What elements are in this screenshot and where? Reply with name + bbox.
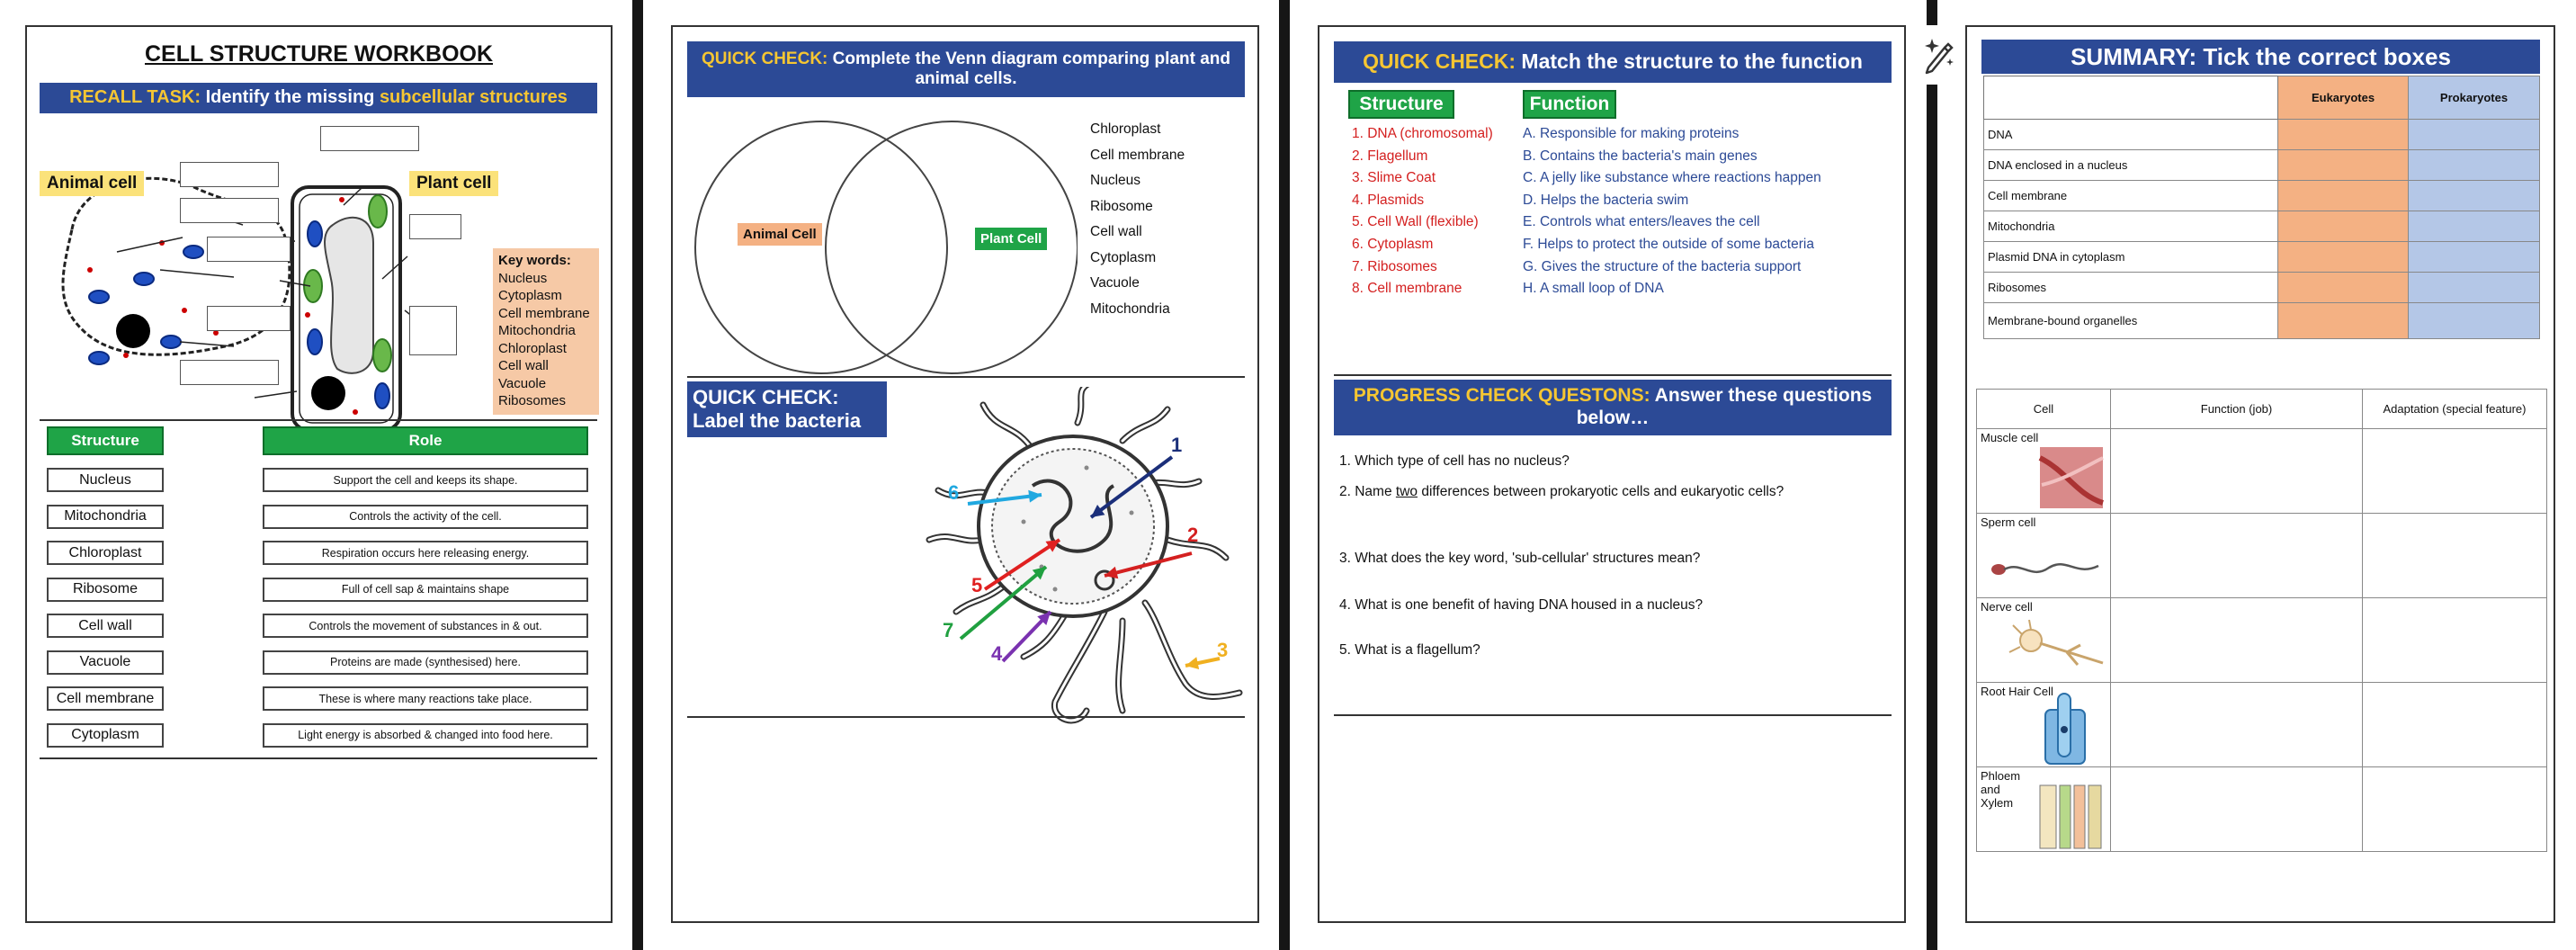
- match-structure-item: 8. Cell membrane: [1352, 281, 1462, 297]
- summary-row: [1984, 150, 2540, 181]
- venn-word: Chloroplast: [1090, 121, 1161, 137]
- question-2: 2. Name two differences between prokaryotic cells and eukaryotic cells?: [1339, 484, 1784, 499]
- plant-chloroplast: [373, 339, 391, 372]
- prokaryote-tick-box[interactable]: [2409, 273, 2540, 303]
- summary-row-label: Cell membrane: [1984, 181, 2278, 211]
- label-blank[interactable]: [207, 237, 291, 262]
- key-word: Cytoplasm: [498, 288, 562, 303]
- bacteria-banner: QUICK CHECK: Label the bacteria: [687, 381, 887, 437]
- cell-image: [1977, 600, 2107, 681]
- page-summary: [1965, 25, 2555, 923]
- prokaryote-tick-box[interactable]: [2409, 211, 2540, 242]
- structure-cell: Mitochondria: [47, 505, 164, 529]
- venn-word: Cytoplasm: [1090, 249, 1157, 265]
- eukaryote-tick-box[interactable]: [2278, 181, 2409, 211]
- adaptation-answer-cell[interactable]: [2363, 598, 2547, 683]
- progress-banner: PROGRESS CHECK QUESTONS: Answer these questions below…: [1334, 380, 1892, 435]
- key-words-list: [498, 270, 594, 410]
- plant-vacuole: [325, 218, 373, 373]
- match-structure-item: 4. Plasmids: [1352, 192, 1425, 208]
- venn-word: Nucleus: [1090, 173, 1140, 188]
- structure-cell: Cytoplasm: [47, 723, 164, 748]
- plant-cell-label: Plant cell: [409, 171, 498, 196]
- venn-word: Mitochondria: [1090, 300, 1170, 317]
- function-answer-cell[interactable]: [2111, 767, 2363, 852]
- summary-row: [1984, 120, 2540, 150]
- adaptation-answer-cell[interactable]: [2363, 514, 2547, 598]
- match-structure-item: 2. Flagellum: [1352, 148, 1428, 164]
- section-divider: [40, 757, 597, 759]
- match-function-item: D. Helps the bacteria swim: [1523, 192, 1689, 208]
- cell-row: [1977, 598, 2547, 683]
- summary-row: [1984, 242, 2540, 273]
- prokaryote-tick-box[interactable]: [2409, 150, 2540, 181]
- structure-cell: Nucleus: [47, 468, 164, 492]
- summary-row-label: DNA: [1984, 120, 2278, 150]
- eukaryote-tick-box[interactable]: [2278, 211, 2409, 242]
- sparkle-pen-svg: [1919, 35, 1959, 75]
- summary-row-label: Plasmid DNA in cytoplasm: [1984, 242, 2278, 273]
- magic-pen-icon[interactable]: [1912, 25, 1966, 85]
- role-cell: These is where many reactions take place.: [263, 686, 588, 711]
- key-words-box: [493, 248, 599, 415]
- recall-banner: RECALL TASK: Identify the missing subcellular structures: [40, 83, 597, 113]
- venn-word: Vacuole: [1090, 275, 1140, 291]
- plant-mitochondrion: [375, 383, 389, 408]
- function-answer-cell[interactable]: [2111, 429, 2363, 514]
- animal-mitochondrion: [183, 246, 203, 258]
- match-structure-item: 6. Cytoplasm: [1352, 237, 1434, 252]
- role-cell: Full of cell sap & maintains shape: [263, 578, 588, 602]
- match-structure-item: 5. Cell Wall (flexible): [1352, 214, 1479, 230]
- structure-cell: Chloroplast: [47, 541, 164, 565]
- page-divider: [1927, 0, 1937, 950]
- plant-mitochondrion: [308, 221, 322, 246]
- prokaryote-tick-box[interactable]: [2409, 181, 2540, 211]
- adaptation-answer-cell[interactable]: [2363, 767, 2547, 852]
- bacteria-diagram: [898, 387, 1257, 747]
- role-header: Role: [263, 426, 588, 455]
- eukaryote-tick-box[interactable]: [2278, 303, 2409, 339]
- match-function-header: Function: [1523, 90, 1616, 119]
- venn-word-list: [1090, 117, 1185, 322]
- label-number: 5: [971, 574, 983, 596]
- page-cell-structure: [25, 25, 613, 923]
- page-divider: [1279, 0, 1290, 950]
- eukaryote-tick-box[interactable]: [2278, 150, 2409, 181]
- cell-image: [1977, 515, 2107, 596]
- role-cell: Respiration occurs here releasing energy.: [263, 541, 588, 565]
- adaptation-answer-cell[interactable]: [2363, 429, 2547, 514]
- label-blank[interactable]: [180, 162, 279, 187]
- structure-cell: Ribosome: [47, 578, 164, 602]
- question-5: 5. What is a flagellum?: [1339, 642, 1480, 658]
- function-answer-cell[interactable]: [2111, 598, 2363, 683]
- role-cell: Proteins are made (synthesised) here.: [263, 650, 588, 675]
- label-blank[interactable]: [320, 126, 419, 151]
- match-function-item: A. Responsible for making proteins: [1523, 126, 1740, 141]
- plant-chloroplast: [369, 195, 387, 228]
- cell-row: [1977, 683, 2547, 767]
- summary-row: [1984, 303, 2540, 339]
- match-banner: QUICK CHECK: Match the structure to the function: [1334, 41, 1892, 83]
- cell-image: [1977, 431, 2107, 512]
- key-word: Nucleus: [498, 270, 548, 286]
- structure-cell: Vacuole: [47, 650, 164, 675]
- venn-diagram: [673, 108, 1078, 405]
- summary-row-label: Ribosomes: [1984, 273, 2278, 303]
- cell-image: [1977, 685, 2107, 766]
- workbook-title: CELL STRUCTURE WORKBOOK: [144, 41, 494, 67]
- key-word: Chloroplast: [498, 340, 567, 356]
- summary-row: [1984, 211, 2540, 242]
- cell-row: [1977, 514, 2547, 598]
- label-number: 7: [943, 619, 954, 641]
- cell-name: Root Hair Cell: [1981, 685, 2053, 698]
- eukaryote-tick-box[interactable]: [2278, 273, 2409, 303]
- section-divider: [687, 716, 1245, 718]
- role-cell: Controls the activity of the cell.: [263, 505, 588, 529]
- match-structure-item: 7. Ribosomes: [1352, 258, 1437, 274]
- venn-word: Cell wall: [1090, 224, 1142, 239]
- role-cell: Light energy is absorbed & changed into food here.: [263, 723, 588, 748]
- key-word: Cell wall: [498, 358, 549, 373]
- cell-col-header: Cell: [1977, 390, 2111, 429]
- cell-name-cell: [1977, 767, 2111, 852]
- cell-name-cell: [1977, 598, 2111, 683]
- arrow-head: [1185, 657, 1199, 669]
- summary-row-label: DNA enclosed in a nucleus: [1984, 150, 2278, 181]
- animal-mitochondrion: [134, 273, 154, 285]
- match-function-item: F. Helps to protect the outside of some bacteria: [1523, 237, 1814, 252]
- cell-name: Sperm cell: [1981, 515, 2036, 529]
- key-word: Vacuole: [498, 375, 547, 391]
- prokaryote-tick-box[interactable]: [2409, 242, 2540, 273]
- plant-mitochondrion: [308, 329, 322, 354]
- summary-row: [1984, 273, 2540, 303]
- cell-name: Phloem and Xylem: [1981, 769, 2021, 810]
- match-function-item: C. A jelly like substance where reactions happen: [1523, 170, 1821, 186]
- eukaryotes-header: Eukaryotes: [2278, 76, 2409, 120]
- label-blank[interactable]: [409, 214, 461, 239]
- animal-mitochondrion: [161, 336, 181, 348]
- cell-name-cell: [1977, 514, 2111, 598]
- role-cell: Support the cell and keeps its shape.: [263, 468, 588, 492]
- label-number: 3: [1217, 639, 1229, 661]
- summary-row-label: Membrane-bound organelles: [1984, 303, 2278, 339]
- venn-circle-animal: [695, 121, 947, 373]
- cell-name-cell: [1977, 683, 2111, 767]
- eukaryote-tick-box[interactable]: [2278, 242, 2409, 273]
- page-divider: [632, 0, 643, 950]
- cell-name-cell: [1977, 429, 2111, 514]
- venn-word: Cell membrane: [1090, 147, 1185, 163]
- match-structure-header: Structure: [1348, 90, 1454, 119]
- label-blank[interactable]: [180, 360, 279, 385]
- function-answer-cell[interactable]: [2111, 683, 2363, 767]
- section-divider: [1334, 374, 1892, 376]
- match-structure-item: 3. Slime Coat: [1352, 170, 1436, 186]
- match-structure-item: 1. DNA (chromosomal): [1352, 126, 1493, 141]
- match-function-item: B. Contains the bacteria's main genes: [1523, 148, 1758, 164]
- prokaryote-tick-box[interactable]: [2409, 303, 2540, 339]
- animal-nucleus: [116, 314, 150, 348]
- structure-header: Structure: [47, 426, 164, 455]
- match-function-item: G. Gives the structure of the bacteria support: [1523, 258, 1802, 274]
- venn-plant-label: Plant Cell: [975, 228, 1047, 250]
- label-number: 2: [1187, 524, 1199, 546]
- match-function-item: H. A small loop of DNA: [1523, 281, 1664, 297]
- animal-mitochondrion: [89, 291, 109, 303]
- venn-banner: QUICK CHECK: Complete the Venn diagram comparing plant and animal cells.: [687, 41, 1245, 97]
- label-blank[interactable]: [180, 198, 279, 223]
- animal-mitochondrion: [89, 352, 109, 364]
- cell-adaptation-table: [1976, 389, 2547, 852]
- summary-table: [1983, 76, 2540, 339]
- adaptation-col-header: Adaptation (special feature): [2363, 390, 2547, 429]
- structure-cell: Cell membrane: [47, 686, 164, 711]
- function-col-header: Function (job): [2111, 390, 2363, 429]
- cell-name: Nerve cell: [1981, 600, 2033, 614]
- question-3: 3. What does the key word, 'sub-cellular' structures mean?: [1339, 551, 1701, 566]
- cell-row: [1977, 767, 2547, 852]
- key-word: Ribosomes: [498, 393, 567, 408]
- key-words-title: Key words:: [498, 253, 571, 268]
- venn-word: Ribosome: [1090, 198, 1153, 214]
- structure-cell: Cell wall: [47, 614, 164, 638]
- role-cell: Controls the movement of substances in & out.: [263, 614, 588, 638]
- page-match: [1318, 25, 1906, 923]
- section-divider: [40, 419, 597, 421]
- cell-name: Muscle cell: [1981, 431, 2039, 444]
- summary-row-label: Mitochondria: [1984, 211, 2278, 242]
- cell-row: [1977, 429, 2547, 514]
- key-word: Cell membrane: [498, 305, 590, 321]
- prokaryote-tick-box[interactable]: [2409, 120, 2540, 150]
- prokaryotes-header: Prokaryotes: [2409, 76, 2540, 120]
- adaptation-answer-cell[interactable]: [2363, 683, 2547, 767]
- page-venn-bacteria: [671, 25, 1259, 923]
- label-blank[interactable]: [409, 306, 457, 355]
- match-function-item: E. Controls what enters/leaves the cell: [1523, 214, 1760, 230]
- key-word: Mitochondria: [498, 323, 576, 338]
- venn-animal-label: Animal Cell: [738, 223, 822, 246]
- cell-image: [1977, 769, 2107, 850]
- question-1: 1. Which type of cell has no nucleus?: [1339, 453, 1570, 469]
- label-number: 4: [991, 642, 1003, 665]
- summary-banner: SUMMARY: Tick the correct boxes: [1981, 40, 2540, 74]
- function-answer-cell[interactable]: [2111, 514, 2363, 598]
- summary-row: [1984, 181, 2540, 211]
- question-4: 4. What is one benefit of having DNA housed in a nucleus?: [1339, 597, 1704, 613]
- label-number: 1: [1171, 434, 1183, 456]
- section-divider: [1334, 714, 1892, 716]
- eukaryote-tick-box[interactable]: [2278, 120, 2409, 150]
- label-blank[interactable]: [207, 306, 291, 331]
- plant-nucleus: [311, 376, 345, 410]
- label-number: 6: [948, 481, 960, 504]
- animal-cell-label: Animal cell: [40, 171, 144, 196]
- section-divider: [687, 376, 1245, 378]
